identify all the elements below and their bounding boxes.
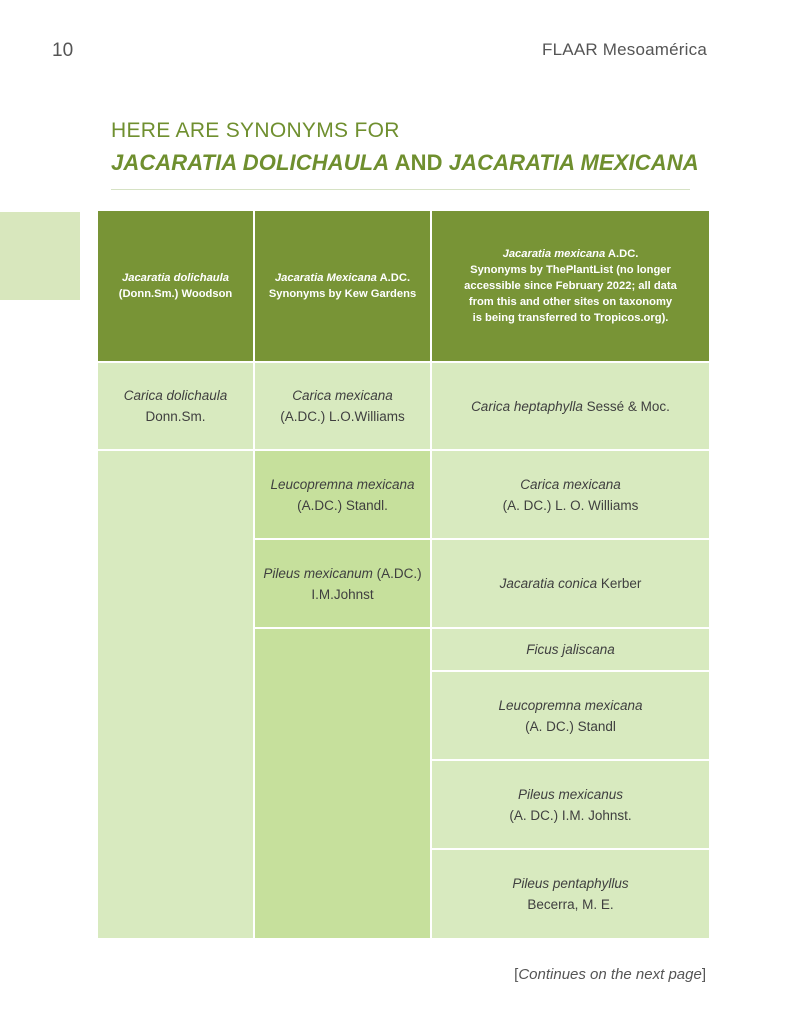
cell-italic: Leucopremna mexicana bbox=[270, 476, 415, 492]
table-cell bbox=[255, 540, 430, 627]
table-cell bbox=[432, 629, 709, 670]
title-line-1: HERE ARE SYNONYMS FOR bbox=[111, 119, 400, 142]
column-header-3-suffix: A.DC. bbox=[605, 248, 639, 260]
cell-italic: Carica heptaphylla bbox=[471, 398, 583, 414]
table-cell bbox=[255, 451, 430, 538]
title-species-2: JACARATIA MEXICANA bbox=[448, 150, 699, 175]
cell-text: I.M.Johnst bbox=[311, 586, 374, 602]
table-cell bbox=[432, 540, 709, 627]
table-cell bbox=[255, 363, 430, 449]
title-line-2 bbox=[111, 150, 699, 176]
cell-text: Becerra, M. E. bbox=[527, 897, 614, 912]
continues-note bbox=[514, 966, 706, 983]
cell-italic: Pileus mexicanus bbox=[517, 786, 624, 802]
table-cell bbox=[432, 761, 709, 848]
continues-bracket-close: ] bbox=[701, 966, 706, 983]
column-header-2-suffix: A.DC. bbox=[376, 272, 411, 284]
synonyms-table bbox=[98, 211, 709, 938]
cell-italic: Carica mexicana bbox=[520, 476, 621, 492]
decorative-side-block bbox=[0, 212, 80, 300]
column-header-1 bbox=[98, 211, 253, 361]
table-cell-empty bbox=[255, 629, 430, 938]
column-header-2-sub: Synonyms by Kew Gardens bbox=[268, 288, 417, 300]
cell-text: Sessé & Moc. bbox=[582, 398, 670, 414]
column-header-2-name: Jacaratia Mexicana bbox=[274, 272, 377, 284]
table-cell bbox=[432, 363, 709, 449]
cell-italic: Ficus jaliscana bbox=[526, 642, 615, 657]
cell-italic: Leucopremna mexicana bbox=[498, 697, 643, 713]
cell-text: (A. DC.) I.M. Johnst. bbox=[509, 807, 632, 823]
title-divider bbox=[111, 189, 690, 190]
continues-bracket-open: [ bbox=[514, 966, 519, 983]
cell-italic: Pileus mexicanum bbox=[263, 565, 373, 581]
title-and: AND bbox=[389, 150, 449, 175]
column-header-1-author: (Donn.Sm.) Woodson bbox=[118, 288, 233, 300]
column-header-3-sub-2: accessible since February 2022; all data bbox=[464, 280, 677, 292]
column-header-2 bbox=[255, 211, 430, 361]
cell-text: Kerber bbox=[597, 576, 642, 591]
table-cell bbox=[98, 363, 253, 449]
page-number: 10 bbox=[52, 40, 74, 61]
cell-text: (A. DC.) Standl bbox=[525, 718, 616, 734]
table-cell bbox=[432, 850, 709, 938]
title-species-1: JACARATIA DOLICHAULA bbox=[111, 150, 390, 175]
table-cell-empty bbox=[98, 451, 253, 938]
table-cell bbox=[432, 672, 709, 759]
column-header-3-sub-1: Synonyms by ThePlantList (no longer bbox=[470, 264, 671, 276]
cell-text: (A.DC.) Standl. bbox=[297, 497, 388, 513]
continues-text: Continues on the next page bbox=[518, 966, 702, 983]
column-header-3 bbox=[432, 211, 709, 361]
cell-text: (A. DC.) L. O. Williams bbox=[502, 497, 639, 513]
column-header-3-name: Jacaratia mexicana bbox=[502, 248, 606, 260]
header-brand: FLAAR Mesoamérica bbox=[542, 40, 707, 59]
column-header-1-name: Jacaratia dolichaula bbox=[122, 272, 229, 284]
cell-italic: Pileus pentaphyllus bbox=[512, 876, 629, 891]
cell-text-suffix: (A.DC.) bbox=[372, 565, 422, 581]
cell-italic: Jacaratia conica bbox=[499, 576, 598, 591]
column-header-3-sub-4: is being transferred to Tropicos.org). bbox=[472, 312, 669, 324]
table-cell bbox=[432, 451, 709, 538]
cell-italic: Carica dolichaula bbox=[123, 388, 228, 403]
cell-italic: Carica mexicana bbox=[292, 388, 393, 403]
cell-text: Donn.Sm. bbox=[145, 409, 206, 424]
column-header-3-sub-3: from this and other sites on taxonomy bbox=[468, 296, 673, 308]
cell-text: (A.DC.) L.O.Williams bbox=[280, 409, 405, 424]
